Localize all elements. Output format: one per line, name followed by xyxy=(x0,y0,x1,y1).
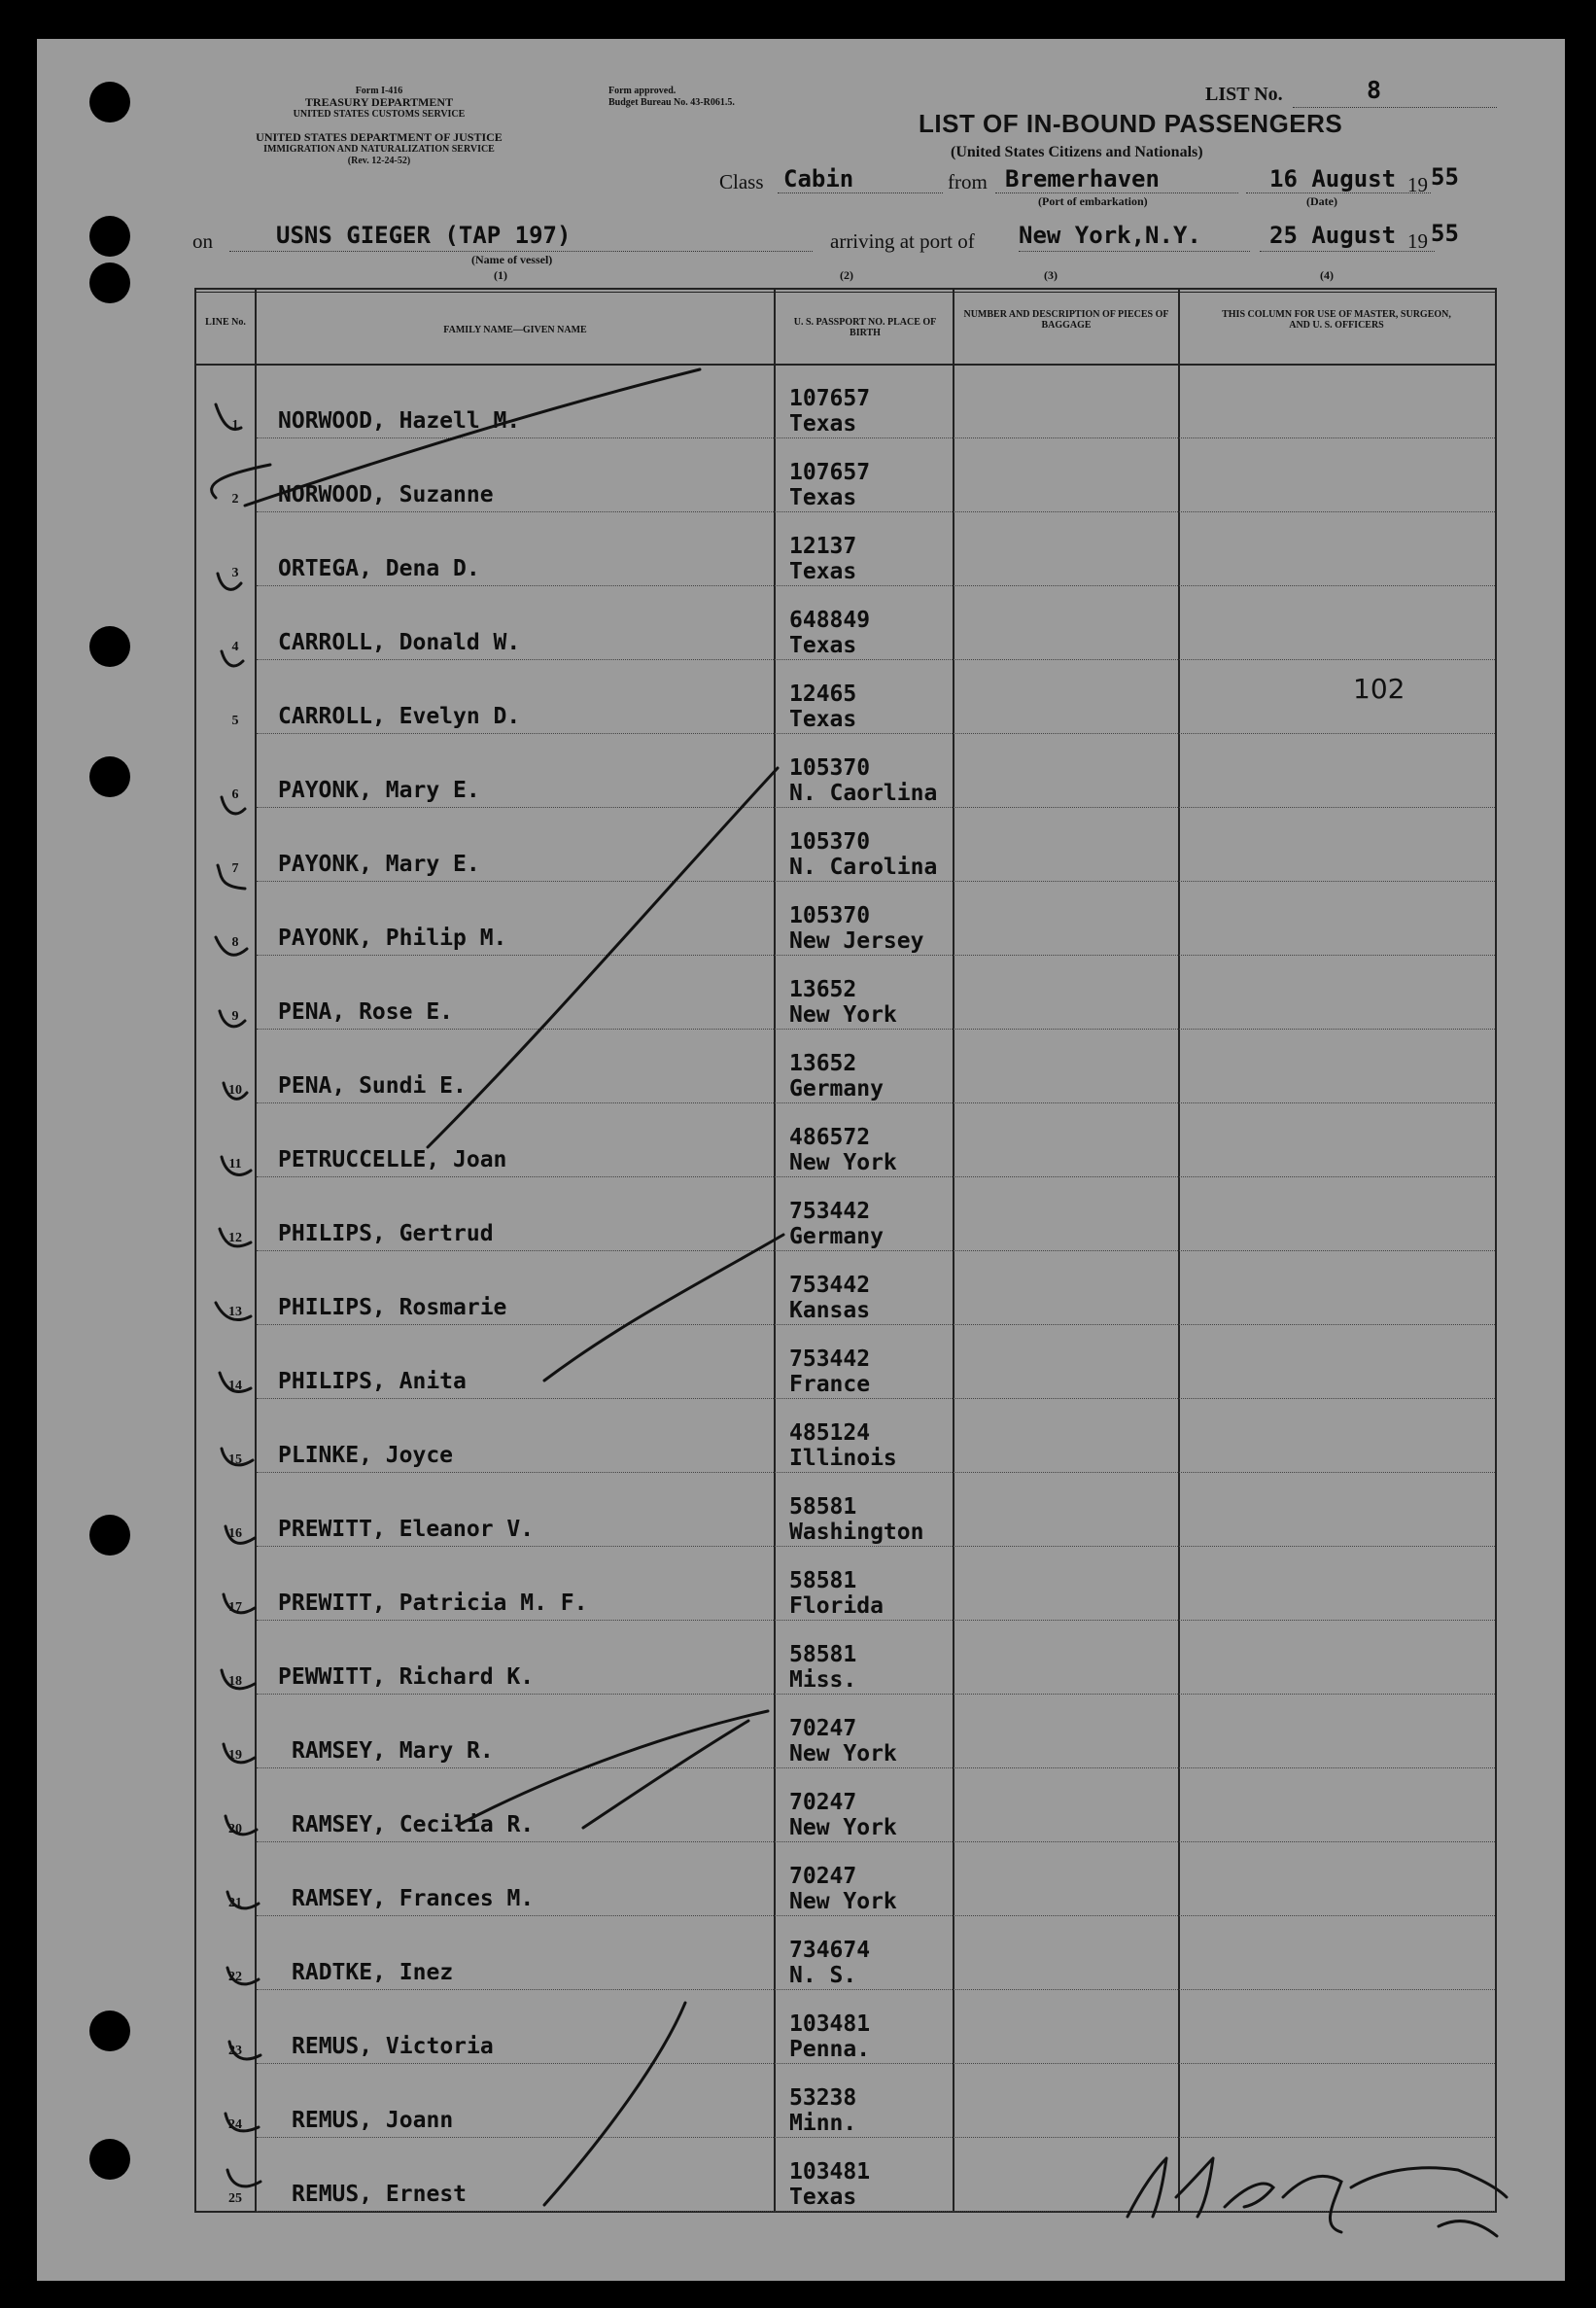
passport-number: 58581 xyxy=(789,1642,857,1667)
port-embark-caption: (Port of embarkation) xyxy=(1038,194,1148,208)
passport-number: 107657 xyxy=(789,460,871,485)
passenger-name: ORTEGA, Dena D. xyxy=(278,556,480,581)
place-of-birth: New Jersey xyxy=(789,928,924,954)
passport-number: 105370 xyxy=(789,829,871,855)
passenger-name: NORWOOD, Hazell M. xyxy=(278,408,521,434)
line-number: 13 xyxy=(228,1305,242,1319)
arrival-year-prefix: 19 xyxy=(1407,229,1428,253)
passenger-name: PREWITT, Eleanor V. xyxy=(278,1517,535,1542)
place-of-birth: Texas xyxy=(789,411,857,437)
arriving-label: arriving at port of xyxy=(830,229,975,253)
place-of-birth: Washington xyxy=(789,1520,924,1545)
place-of-birth: New York xyxy=(789,1815,897,1840)
depart-date: 16 August xyxy=(1269,165,1397,192)
line-number: 22 xyxy=(228,1970,242,1984)
form-number: Form I-416 xyxy=(355,86,403,96)
arrival-port: New York,N.Y. xyxy=(1019,222,1201,249)
line-number: 2 xyxy=(231,492,239,507)
place-of-birth: N. Caorlina xyxy=(789,781,938,806)
place-of-birth: New York xyxy=(789,1150,897,1175)
list-no-value: 8 xyxy=(1367,76,1382,104)
class-label: Class xyxy=(719,170,764,193)
place-of-birth: Florida xyxy=(789,1593,884,1619)
dept-treasury: TREASURY DEPARTMENT xyxy=(304,95,454,109)
form-approved: Form approved. xyxy=(608,86,677,96)
dept-justice: UNITED STATES DEPARTMENT OF JUSTICE xyxy=(256,130,503,144)
place-of-birth: France xyxy=(789,1372,871,1397)
passport-number: 485124 xyxy=(789,1420,871,1446)
line-number: 3 xyxy=(231,566,239,580)
vessel-name: USNS GIEGER (TAP 197) xyxy=(276,222,572,249)
place-of-birth: Texas xyxy=(789,485,857,510)
place-of-birth: Illinois xyxy=(789,1446,897,1471)
passenger-name: CARROLL, Evelyn D. xyxy=(278,704,521,729)
place-of-birth: Texas xyxy=(789,559,857,584)
dept-justice-rev: (Rev. 12-24-52) xyxy=(347,156,411,166)
line-number: 10 xyxy=(228,1083,242,1098)
passport-number: 70247 xyxy=(789,1716,857,1741)
line-number: 9 xyxy=(231,1009,239,1024)
line-number: 5 xyxy=(231,714,239,728)
passenger-name: PETRUCCELLE, Joan xyxy=(278,1147,507,1172)
line-number: 7 xyxy=(231,861,239,876)
place-of-birth: N. Carolina xyxy=(789,855,938,880)
line-number: 25 xyxy=(228,2191,242,2206)
on-label: on xyxy=(192,229,213,253)
passport-number: 486572 xyxy=(789,1125,871,1150)
officer-note: 102 xyxy=(1353,673,1405,705)
line-number: 1 xyxy=(231,418,239,433)
line-number: 11 xyxy=(228,1157,242,1171)
list-no-label: LIST No. xyxy=(1205,84,1283,105)
line-number: 15 xyxy=(228,1452,242,1467)
passport-number: 648849 xyxy=(789,608,871,633)
line-number: 21 xyxy=(228,1896,242,1910)
place-of-birth: Germany xyxy=(789,1076,884,1102)
passport-number: 53238 xyxy=(789,2085,857,2111)
depart-year: 55 xyxy=(1431,163,1459,191)
date-caption: (Date) xyxy=(1306,194,1337,208)
passport-number: 105370 xyxy=(789,903,871,928)
line-number: 12 xyxy=(228,1231,242,1245)
passenger-name: RAMSEY, Frances M. xyxy=(292,1886,535,1911)
line-number: 18 xyxy=(228,1674,242,1689)
passport-number: 753442 xyxy=(789,1199,871,1224)
passenger-name: PENA, Rose E. xyxy=(278,999,454,1025)
vessel-caption: (Name of vessel) xyxy=(471,253,553,266)
line-number: 14 xyxy=(228,1379,242,1393)
place-of-birth: Texas xyxy=(789,707,857,732)
col-header-officers: THIS COLUMN FOR USE OF MASTER, SURGEON, AND U. S. OFFICERS xyxy=(1222,309,1451,331)
document-title: LIST OF IN-BOUND PASSENGERS xyxy=(919,109,1343,138)
passport-number: 58581 xyxy=(789,1494,857,1520)
col-header-line-no: LINE No. xyxy=(205,317,246,328)
passenger-name: PHILIPS, Rosmarie xyxy=(278,1295,507,1320)
line-number: 16 xyxy=(228,1526,242,1541)
passport-number: 12137 xyxy=(789,534,857,559)
place-of-birth: Texas xyxy=(789,633,857,658)
passport-number: 753442 xyxy=(789,1346,871,1372)
line-number: 4 xyxy=(231,640,239,654)
place-of-birth: Minn. xyxy=(789,2111,857,2136)
passenger-name: REMUS, Victoria xyxy=(292,2034,494,2059)
passenger-name: PHILIPS, Gertrud xyxy=(278,1221,494,1246)
place-of-birth: Texas xyxy=(789,2185,857,2210)
place-of-birth: New York xyxy=(789,1741,897,1766)
passenger-name: NORWOOD, Suzanne xyxy=(278,482,494,507)
document-subtitle: (United States Citizens and Nationals) xyxy=(951,144,1203,160)
arrival-date: 25 August xyxy=(1269,222,1397,249)
col-num-2: (2) xyxy=(840,268,853,282)
col-header-name: FAMILY NAME—GIVEN NAME xyxy=(443,325,587,335)
place-of-birth: New York xyxy=(789,1002,897,1028)
passport-number: 107657 xyxy=(789,386,871,411)
passenger-name: RAMSEY, Mary R. xyxy=(292,1738,494,1764)
budget-bureau: Budget Bureau No. 43-R061.5. xyxy=(608,97,735,108)
passenger-name: PHILIPS, Anita xyxy=(278,1369,467,1394)
passenger-name: PREWITT, Patricia M. F. xyxy=(278,1591,588,1616)
passenger-name: RADTKE, Inez xyxy=(292,1960,454,1985)
passport-number: 734674 xyxy=(789,1938,871,1963)
place-of-birth: N. S. xyxy=(789,1963,857,1988)
passenger-name: PENA, Sundi E. xyxy=(278,1073,467,1099)
from-value: Bremerhaven xyxy=(1005,165,1160,192)
passenger-name: CARROLL, Donald W. xyxy=(278,630,521,655)
line-number: 17 xyxy=(228,1600,242,1615)
passport-number: 753442 xyxy=(789,1273,871,1298)
place-of-birth: Kansas xyxy=(789,1298,871,1323)
col-header-baggage: NUMBER AND DESCRIPTION OF PIECES OF BAGGAGE xyxy=(963,309,1169,331)
passenger-name: REMUS, Ernest xyxy=(292,2182,468,2207)
passport-number: 58581 xyxy=(789,1568,857,1593)
passport-number: 70247 xyxy=(789,1790,857,1815)
place-of-birth: Miss. xyxy=(789,1667,857,1693)
passenger-name: REMUS, Joann xyxy=(292,2108,454,2133)
dept-justice-sub: IMMIGRATION AND NATURALIZATION SERVICE xyxy=(263,144,495,155)
passenger-name: RAMSEY, Cecilia R. xyxy=(292,1812,535,1837)
passport-number: 105370 xyxy=(789,755,871,781)
col-num-4: (4) xyxy=(1320,268,1334,282)
passenger-name: PAYONK, Mary E. xyxy=(278,852,480,877)
arrival-year: 55 xyxy=(1431,220,1459,247)
passport-number: 13652 xyxy=(789,1051,857,1076)
passport-number: 103481 xyxy=(789,2011,871,2037)
col-num-1: (1) xyxy=(494,268,507,282)
passenger-name: PEWWITT, Richard K. xyxy=(278,1664,535,1690)
line-number: 23 xyxy=(228,2044,242,2058)
passport-number: 13652 xyxy=(789,977,857,1002)
dept-treasury-sub: UNITED STATES CUSTOMS SERVICE xyxy=(293,109,466,120)
passport-number: 103481 xyxy=(789,2159,871,2185)
line-number: 8 xyxy=(231,935,239,950)
passport-number: 70247 xyxy=(789,1864,857,1889)
place-of-birth: Germany xyxy=(789,1224,884,1249)
from-label: from xyxy=(948,170,988,193)
passenger-name: PLINKE, Joyce xyxy=(278,1443,454,1468)
passport-number: 12465 xyxy=(789,682,857,707)
line-number: 24 xyxy=(228,2117,242,2132)
passenger-name: PAYONK, Mary E. xyxy=(278,778,480,803)
line-number: 20 xyxy=(228,1822,242,1836)
col-header-passport: U. S. PASSPORT NO. PLACE OF BIRTH xyxy=(793,317,937,338)
class-value: Cabin xyxy=(783,165,854,192)
line-number: 6 xyxy=(231,787,239,802)
col-num-3: (3) xyxy=(1044,268,1058,282)
place-of-birth: Penna. xyxy=(789,2037,871,2062)
depart-year-prefix: 19 xyxy=(1407,173,1428,196)
place-of-birth: New York xyxy=(789,1889,897,1914)
line-number: 19 xyxy=(228,1748,242,1763)
passenger-name: PAYONK, Philip M. xyxy=(278,926,507,951)
